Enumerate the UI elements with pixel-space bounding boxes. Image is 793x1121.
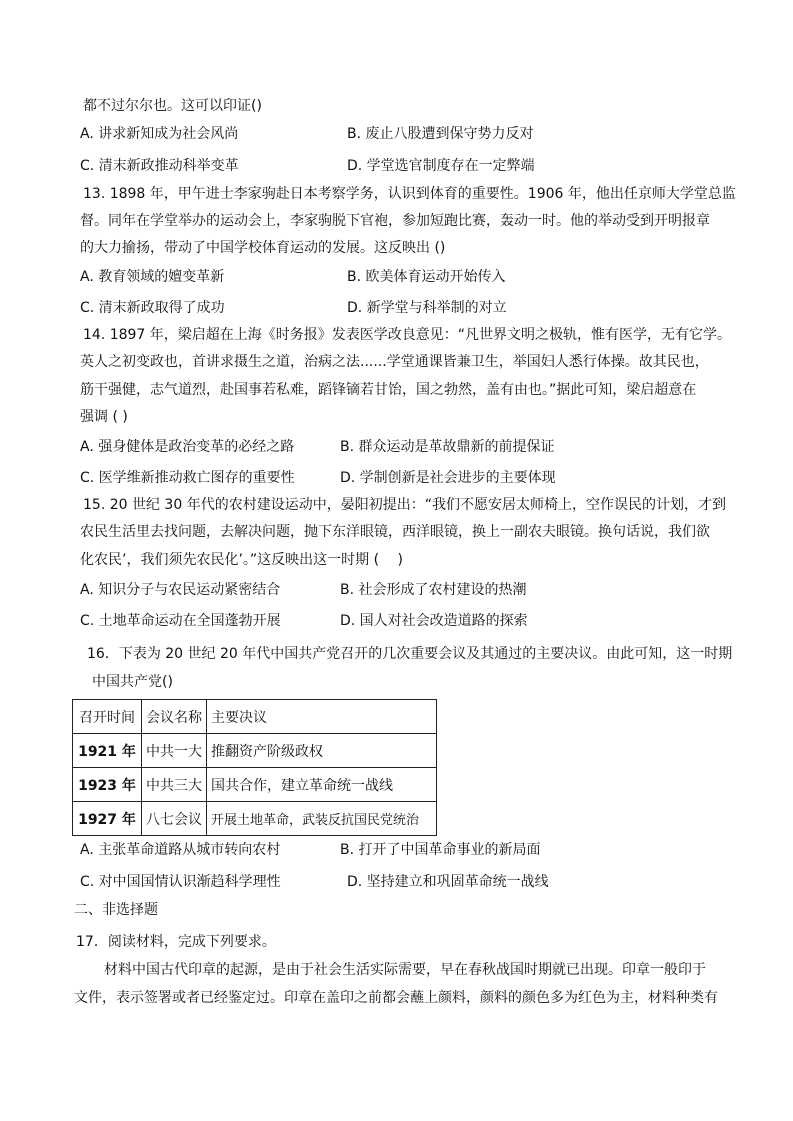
q16-option-b[interactable]: B. 打开了中国革命事业的新局面 (340, 842, 541, 858)
q13-stem-line-2: 督。同年在学堂举办的运动会上，李家驹脱下官袍，参加短跑比赛，轰动一时。他的举动受到开明报章 (80, 213, 710, 229)
table-header-row (73, 700, 437, 734)
table-cell-year: 1923 年 (73, 768, 142, 802)
q15-stem-line-2: 农民生活里去找问题，去解决问题，抛下东洋眼镜，西洋眼镜，换上一副农夫眼镜。换句话说，我们欲 (80, 524, 710, 540)
q16-option-d[interactable]: D. 坚持建立和巩固革命统一战线 (347, 874, 549, 890)
q12-option-a[interactable]: A. 讲求新知成为社会风尚 (80, 126, 239, 142)
table-cell-resolution: 推翻资产阶级政权 (207, 734, 437, 768)
q16-meetings-table (72, 699, 437, 836)
table-cell-meeting: 八七会议 (142, 802, 207, 836)
q14-stem-line-3: 筋干强健，志气道烈，赴国事若私难，蹈锋镝若甘饴，国之勃然，盖有由也。”据此可知，梁启超意在 (80, 382, 697, 398)
q16-stem-line-2: 中国共产党() (92, 674, 173, 690)
q13-stem-line-3: 的大力揄扬，带动了中国学校体育运动的发展。这反映出 () (80, 240, 446, 256)
q13-option-d[interactable]: D. 新学堂与科举制的对立 (347, 300, 507, 316)
q13-option-b[interactable]: B. 欧美体育运动开始传入 (347, 269, 506, 285)
table-cell-resolution: 国共合作，建立革命统一战线 (207, 768, 437, 802)
q14-stem-line-2: 英人之初变政也，首讲求摄生之道，治病之法......学堂通课皆兼卫生，举国妇人悉行体操。故其民也， (80, 354, 709, 370)
table-row (73, 802, 437, 836)
q13-option-c[interactable]: C. 清末新政取得了成功 (80, 300, 225, 316)
q16-stem-line-1: 16．下表为 20 世纪 20 年代中国共产党召开的几次重要会议及其通过的主要决议。由此可知，这一时期 (87, 646, 733, 662)
table-cell-meeting: 中共一大 (142, 734, 207, 768)
q13-stem-line-1: 13. 1898 年，甲午进士李家驹赴日本考察学务，认识到体育的重要性。1906 年，他出任京师大学堂总监 (83, 186, 736, 202)
q12-option-b[interactable]: B. 废止八股遭到保守势力反对 (347, 126, 534, 142)
q12-option-d[interactable]: D. 学堂选官制度存在一定弊端 (347, 158, 535, 174)
q12-option-c[interactable]: C. 清末新政推动科举变革 (80, 158, 239, 174)
q12-stem-tail: 都不过尔尔也。这可以印证() (83, 98, 262, 114)
q15-stem-line-1: 15. 20 世纪 30 年代的农村建设运动中，晏阳初提出：“我们不愿安居太师椅上，空作误民的计划，才到 (83, 497, 726, 513)
q15-option-a[interactable]: A. 知识分子与农民运动紧密结合 (80, 582, 281, 598)
table-cell-resolution: 开展土地革命，武装反抗国民党统治 (207, 802, 437, 836)
q17-material-line-1: 材料中国古代印章的起源，是由于社会生活实际需要，早在春秋战国时期就已出现。印章一般印于 (104, 962, 706, 978)
table-row (73, 734, 437, 768)
q16-option-a[interactable]: A. 主张革命道路从城市转向农村 (80, 842, 281, 858)
q15-option-c[interactable]: C. 土地革命运动在全国蓬勃开展 (80, 613, 281, 629)
section-heading: 二、非选择题 (74, 902, 158, 918)
q14-option-b[interactable]: B. 群众运动是革故鼎新的前提保证 (340, 439, 555, 455)
q16-option-c[interactable]: C. 对中国国情认识渐趋科学理性 (80, 874, 281, 890)
q14-stem-line-4: 强调 ( ) (80, 409, 128, 425)
table-header-cell: 会议名称 (142, 700, 207, 734)
table-row (73, 768, 437, 802)
q15-option-b[interactable]: B. 社会形成了农村建设的热潮 (340, 582, 527, 598)
q14-option-d[interactable]: D. 学制创新是社会进步的主要体现 (340, 470, 556, 486)
q14-option-a[interactable]: A. 强身健体是政治变革的必经之路 (80, 439, 295, 455)
q17-title: 17．阅读材料，完成下列要求。 (76, 934, 276, 950)
q15-stem-line-3: 化农民’，我们须先农民化’。”这反映出这一时期 ( ) (80, 552, 403, 568)
q13-option-a[interactable]: A. 教育领域的嬗变革新 (80, 269, 225, 285)
table-cell-year: 1927 年 (73, 802, 142, 836)
table-cell-meeting: 中共三大 (142, 768, 207, 802)
q14-stem-line-1: 14. 1897 年，梁启超在上海《时务报》发表医学改良意见：“凡世界文明之极轨，惟有医学，无有它学。 (83, 327, 732, 343)
table-cell-year: 1921 年 (73, 734, 142, 768)
table-header-cell: 召开时间 (73, 700, 142, 734)
table-header-cell: 主要决议 (207, 700, 437, 734)
q15-option-d[interactable]: D. 国人对社会改造道路的探索 (340, 613, 528, 629)
q17-material-line-2: 文件，表示签署或者已经鉴定过。印章在盖印之前都会蘸上颜料，颜料的颜色多为红色为主，材料种类有 (74, 990, 718, 1006)
q14-option-c[interactable]: C. 医学维新推动救亡图存的重要性 (80, 470, 295, 486)
